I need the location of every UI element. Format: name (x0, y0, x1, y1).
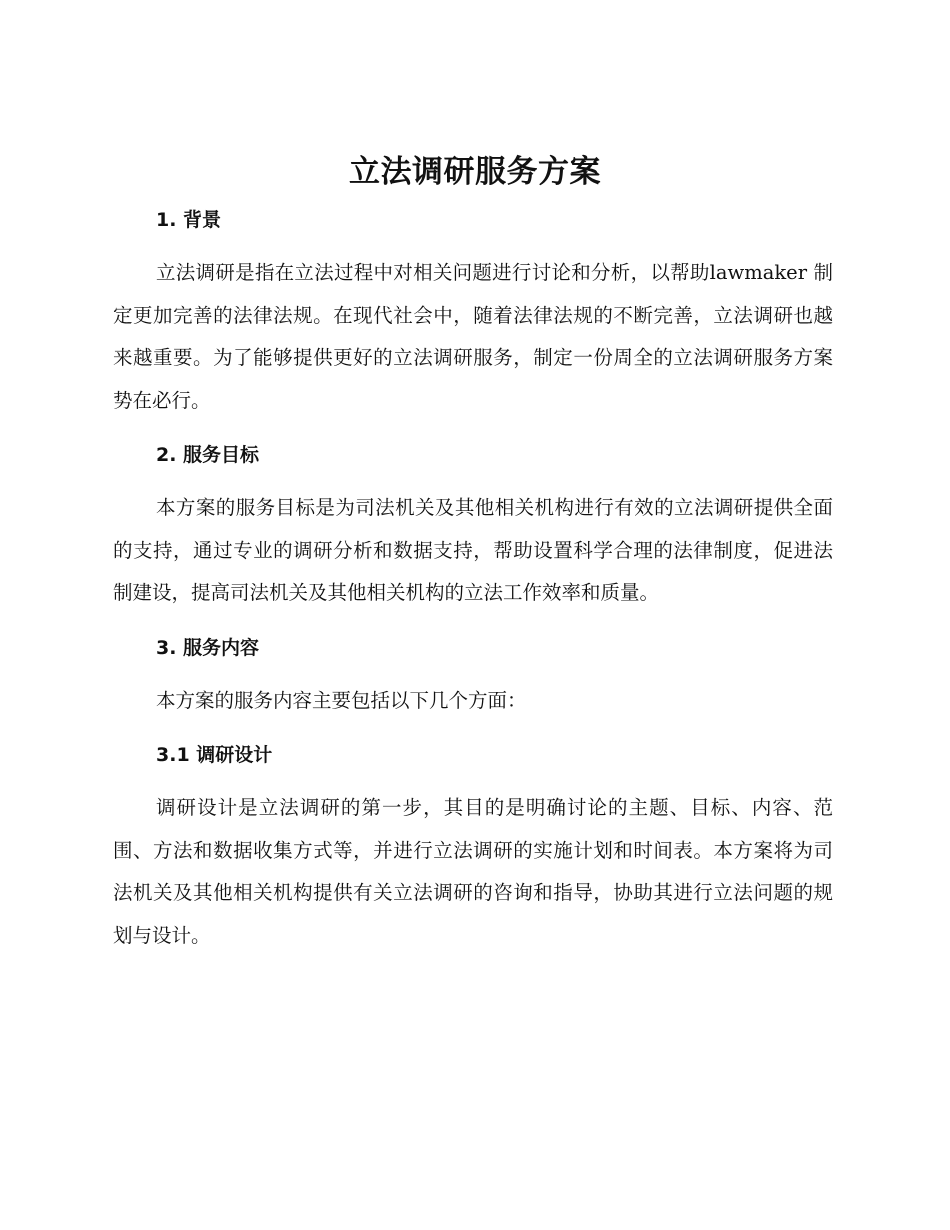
section-paragraph-service-content: 本方案的服务内容主要包括以下几个方面： (156, 688, 527, 712)
section-heading-background: 1. 背景 (156, 209, 222, 231)
document-title: 立法调研服务方案 (349, 154, 601, 190)
section-paragraph-research-design: 调研设计是立法调研的第一步，其目的是明确讨论的主题、目标、内容、范围、方法和数据收集方式等，并进行立法调研的实施计划和时间表。本方案将为司法机关及其他相关机构提供有关立法调研的咨询和指导，协助其进行立法问题的规划与设计。 (113, 796, 833, 947)
section-heading-research-design: 3.1 调研设计 (156, 744, 273, 766)
section-paragraph-service-goals: 本方案的服务目标是为司法机关及其他相关机构进行有效的立法调研提供全面的支持，通过专业的调研分析和数据支持，帮助设置科学合理的法律制度，促进法制建设，提高司法机关及其他相关机构的立法工作效率和质量。 (113, 496, 833, 604)
section-heading-service-goals: 2. 服务目标 (156, 444, 260, 466)
section-heading-service-content: 3. 服务内容 (156, 636, 260, 659)
section-paragraph-background: 立法调研是指在立法过程中对相关问题进行讨论和分析，以帮助lawmaker 制定更加完善的法律法规。在现代社会中，随着法律法规的不断完善，立法调研也越来越重要。为了能够提供更好的立法调研服务，制定一份周全的立法调研服务方案势在必行。 (113, 261, 833, 412)
document-body (113, 198, 833, 957)
